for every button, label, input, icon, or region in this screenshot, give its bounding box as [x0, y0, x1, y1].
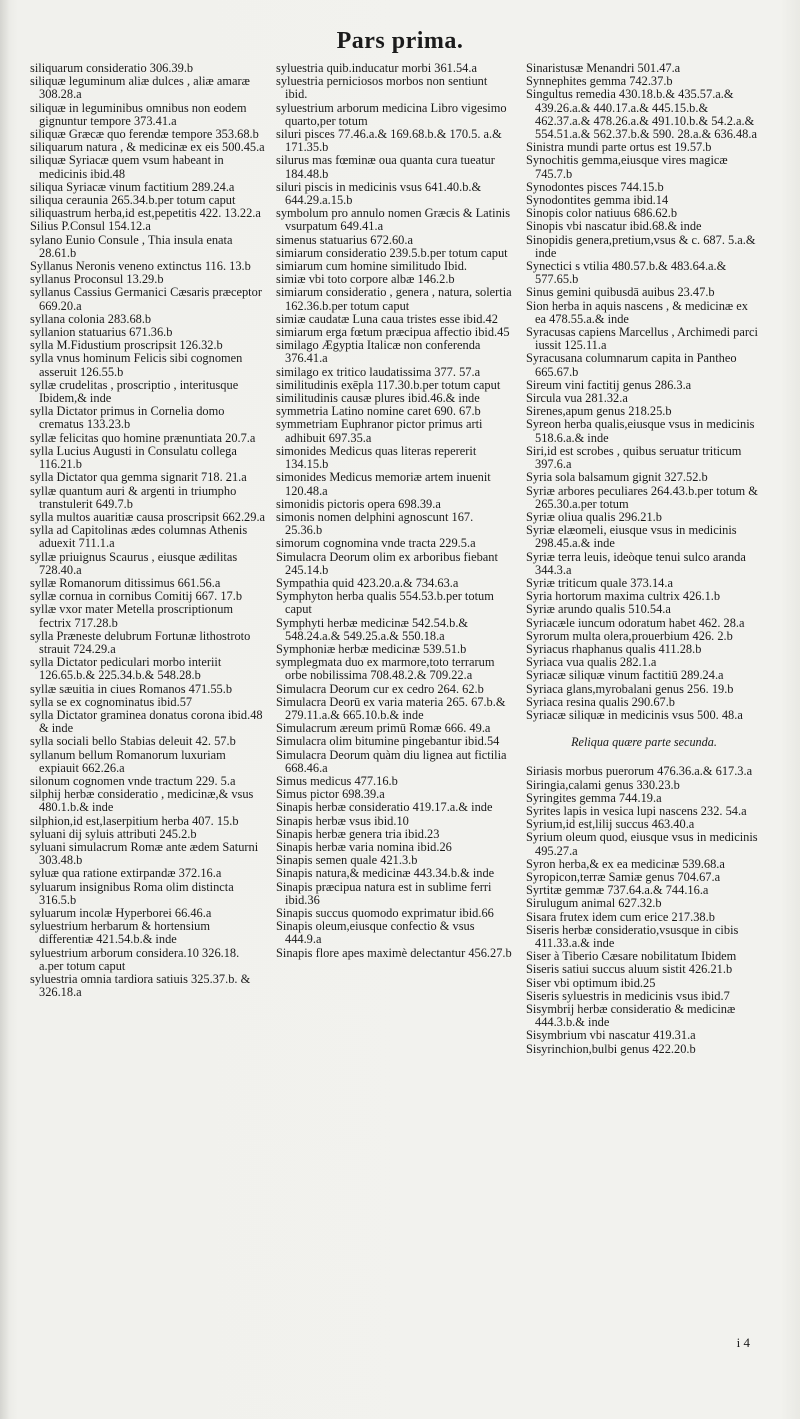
index-entry: Sinapis oleum,eiusque confectio & vsus 444.9.a: [276, 919, 475, 947]
index-entry: Simulacra Deorum cur ex cedro 264. 62.b: [276, 681, 484, 696]
index-entry: simonides Medicus quas literas repererit 134.15.b: [276, 443, 477, 472]
index-entry: simonides Medicus memoriæ artem inuenit 120.48.a: [276, 470, 491, 498]
index-entry: Sircula vua 281.32.a: [526, 391, 628, 406]
index-entry: Siriasis morbus puerorum 476.36.a.& 617.3.a: [526, 764, 753, 779]
index-entry: sylla M.Fidustium proscripsit 126.32.b: [30, 338, 223, 353]
index-entry: sylla sociali bello Stabias deleuit 42. 57.b: [30, 734, 236, 749]
index-column-1: [30, 62, 266, 1382]
index-entry: Sisara frutex idem cum erice 217.38.b: [526, 909, 715, 924]
index-entry: Sinapis flore apes maximè delectantur 456.27.b: [276, 945, 512, 960]
index-entry: syllæ sæuitia in ciues Romanos 471.55.b: [30, 681, 233, 696]
index-entry: simonidis pictoris opera 698.39.a: [276, 496, 441, 511]
index-entry: Sympathia quid 423.20.a.& 734.63.a: [276, 575, 459, 590]
index-entry: symmetria Latino nomine caret 690. 67.b: [276, 404, 481, 419]
index-entry: Sinistra mundi parte ortus est 19.57.b: [526, 140, 712, 155]
index-entry: Symphyti herbæ medicinæ 542.54.b.& 548.24.a.& 549.25.a.& 550.18.a: [276, 615, 469, 643]
index-entry: Sinapis herbæ varia nomina ibid.26: [276, 839, 452, 854]
index-entry: sylla Dictator gramineа donatus corona ibid.48 & inde: [30, 707, 263, 736]
index-entry: Syrtitæ gemmæ 737.64.a.& 744.16.a: [526, 883, 709, 898]
index-entry: siliquarum consideratio 306.39.b: [30, 62, 194, 75]
index-entry: silurus mas fœminæ oua quanta cura tueatur 184.48.b: [276, 153, 495, 181]
index-entry: Sinus gemini quibusdā auibus 23.47.b: [526, 285, 715, 300]
index-entry: Syriæ oliua qualis 296.21.b: [526, 509, 662, 524]
index-entry: simorum cognomina vnde tracta 229.5.a: [276, 536, 476, 551]
index-entry: sylano Eunio Consule , Thia insula enata 28.61.b: [30, 232, 233, 260]
index-entry: siliquæ leguminum aliæ dulces , aliæ amaræ 308.28.a: [30, 74, 250, 102]
index-entry: siliquastrum herba,id est,pepetitis 422. 13.22.a: [30, 206, 261, 221]
index-entry: syllana colonia 283.68.b: [30, 311, 152, 326]
index-entry: siliquæ Græcæ quo ferendæ tempore 353.68.b: [30, 127, 259, 142]
index-entry: sylla Lucius Augusti in Consulatu collega 116.21.b: [30, 443, 237, 472]
index-entry: sylla ad Capitolinas ædes columnas Athenis aduexit 711.1.a: [30, 523, 248, 551]
index-entry: Syriæ triticum quale 373.14.a: [526, 575, 673, 590]
index-entry: Syriæ elæomeli, eiusque vsus in medicinis 298.45.a.& inde: [526, 523, 737, 551]
index-entry: Sinopidis genera,pretium,vsus & c. 687. 5.a.& inde: [526, 232, 756, 260]
index-entry: Syriæ terra leuis, ideòque tenui sulco aranda 344.3.a: [526, 549, 746, 577]
index-entry: silonum cognomen vnde tractum 229. 5.a: [30, 773, 236, 788]
index-entry: Syringites gemma 744.19.a: [526, 790, 662, 805]
index-entry: siliquarum natura , & medicinæ ex eis 500.45.a: [30, 140, 265, 155]
index-entry: similitudinis causæ plures ibid.46.& inde: [276, 391, 480, 406]
index-entry: Syriacus rhaphanus qualis 411.28.b: [526, 641, 702, 656]
index-entry: Syllanus Neronis veneno extinctus 116. 13.b: [30, 259, 251, 274]
index-entry: Synectici s vtilia 480.57.b.& 483.64.a.& 577.65.b: [526, 259, 727, 287]
index-entry: Siseris satiui succus aluum sistit 426.21.b: [526, 962, 733, 977]
index-entry: siliqua Syriacæ vinum factitium 289.24.a: [30, 179, 235, 194]
index-entry: Syreon herba qualis,eiusque vsus in medicinis 518.6.a.& inde: [526, 417, 755, 445]
index-entry: Syropicon,terræ Samiæ genus 704.67.a: [526, 869, 721, 884]
index-entry: siluri pisces 77.46.a.& 169.68.b.& 170.5. a.& 171.35.b: [276, 127, 502, 155]
index-entry: syllæ crudelitas , proscriptio , interitusque Ibidem,& inde: [30, 377, 239, 406]
index-entry: siluri piscis in medicinis vsus 641.40.b.& 644.29.a.15.b: [276, 179, 482, 208]
index-entry: symbolum pro annulo nomen Græcis & Latinis vsurpatum 649.41.a: [276, 206, 511, 234]
index-entry: sylla se ex cognominatus ibid.57: [30, 694, 193, 709]
index-entry: Syria sola balsamum gignit 327.52.b: [526, 470, 708, 485]
index-entry: Simulacra Deorum quàm diu lignea aut fictilia 668.46.a: [276, 747, 507, 775]
index-entry: siliquæ Syriacæ quem vsum habeant in medicinis ibid.48: [30, 153, 224, 181]
index-entry: syluestria quib.inducatur morbi 361.54.a: [276, 62, 477, 75]
index-entry: Simulacra olim bitumine pingebantur ibid.54: [276, 734, 500, 749]
index-entry: Syriacæ siliquæ in medicinis vsus 500. 48.a: [526, 707, 743, 722]
index-entry: Simulacra Deorū ex varia materia 265. 67.b.& 279.11.a.& 665.10.b.& inde: [276, 694, 506, 722]
index-entry: Syrium,id est,lilij succus 463.40.a: [526, 817, 695, 832]
index-entry: Sinopis color natiuus 686.62.b: [526, 206, 678, 221]
index-entry: Sion herba in aquis nascens , & medicinæ ex ea 478.55.a.& inde: [526, 298, 748, 326]
index-entry: Sinapis succus quomodo exprimatur ibid.66: [276, 906, 494, 920]
index-entry: Syriaca glans,myrobalani genus 256. 19.b: [526, 681, 734, 696]
index-entry: simiarum erga fœtum præcipua affectio ibid.45: [276, 325, 510, 340]
index-entry: Sinapis herbæ consideratio 419.17.a.& inde: [276, 800, 493, 815]
index-entry: silphion,id est,laserpitium herba 407. 15.b: [30, 813, 239, 828]
index-entry: siliqua ceraunia 265.34.b.per totum caput: [30, 193, 236, 208]
index-entry: syluani simulacrum Romæ ante ædem Saturni 303.48.b: [30, 839, 259, 868]
index-entry: simiarum cum homine similitudo Ibid.: [276, 259, 468, 274]
index-column-2: [276, 62, 512, 1382]
gutter-shadow: [0, 0, 10, 1419]
index-entry: sylla Dictator pediculari morbo interiit 126.65.b.& 225.34.b.& 548.28.b: [30, 655, 222, 683]
index-entry: syllæ quantum auri & argenti in triumpho transtulerit 649.7.b: [30, 483, 237, 511]
index-entry: syluarum insignibus Roma olim distincta 316.5.b: [30, 879, 234, 907]
index-entry: symmetriam Euphranor pictor primus arti adhibuit 697.35.a: [276, 417, 483, 445]
index-entry: symplegmata duo ex marmore,toto terrarum orbe nobilissima 708.48.2.& 709.22.a: [276, 655, 495, 683]
index-entry: Sinapis herbæ genera tria ibid.23: [276, 826, 440, 841]
index-entry: Sinapis natura,& medicinæ 443.34.b.& inde: [276, 866, 495, 881]
index-entry: syllæ felicitas quo homine prænuntiata 20.7.a: [30, 430, 256, 445]
signature-mark: i 4: [736, 1335, 750, 1350]
index-column-3-part-2: [526, 765, 762, 1055]
index-entry: simiarum consideratio , genera , natura, solertia 162.36.b.per totum caput: [276, 285, 512, 313]
index-entry: Syracusana columnarum capita in Pantheo 665.67.b: [526, 351, 737, 379]
index-entry: Syrorum multa olera,prouerbium 426. 2.b: [526, 628, 733, 643]
index-entry: Sirenes,apum genus 218.25.b: [526, 404, 672, 419]
index-entry: Sireum vini factitij genus 286.3.a: [526, 377, 692, 392]
index-entry: Symphyton herba qualis 554.53.b.per totum caput: [276, 589, 494, 617]
index-column-3-part-1: [526, 62, 762, 722]
index-entry: syluarum incolæ Hyperborei 66.46.a: [30, 906, 212, 920]
index-entry: sylla Dictator qua gemma signarit 718. 21.a: [30, 470, 247, 485]
index-entry: syllanum bellum Romanorum luxuriam expiauit 662.26.a: [30, 747, 226, 775]
index-entry: Simus medicus 477.16.b: [276, 773, 398, 788]
index-entry: Siseris syluestris in medicinis vsus ibid.7: [526, 988, 730, 1003]
index-entry: Sinapis semen quale 421.3.b: [276, 853, 418, 868]
index-entry: Singultus remedia 430.18.b.& 435.57.a.& 439.26.a.& 440.17.a.& 445.15.b.& 462.37.a.& 478.26.a.& 491.10.b.& 54.2.a.& 554.51.a.& 562.37.b.& 590. 28.a.& 636.48.a: [526, 87, 757, 142]
index-entry: Siringia,calami genus 330.23.b: [526, 777, 680, 792]
index-entry: Synodontes pisces 744.15.b: [526, 179, 664, 194]
index-entry: Syriaca vua qualis 282.1.a: [526, 655, 657, 670]
index-entry: syllæ Romanorum ditissimus 661.56.a: [30, 575, 221, 590]
index-entry: syllanus Cassius Germanici Cæsaris præceptor 669.20.a: [30, 285, 262, 313]
index-entry: Sisymbrij herbæ consideratio & medicinæ 444.3.b.& inde: [526, 1002, 736, 1030]
index-entry: Sinopis vbi nascatur ibid.68.& inde: [526, 219, 702, 234]
index-entry: silphij herbæ consideratio , medicinæ,& vsus 480.1.b.& inde: [30, 787, 254, 815]
index-entry: Syria hortorum maxima cultrix 426.1.b: [526, 589, 721, 604]
index-entry: simonis nomen delphini agnoscunt 167. 25.36.b: [276, 509, 474, 538]
index-entry: Synochitis gemma,eiusque vires magicæ 745.7.b: [526, 153, 728, 181]
index-entry: syllæ vxor mater Metella proscriptionum fectrix 717.28.b: [30, 602, 234, 630]
index-entry: sylla vnus hominum Felicis sibi cognomen asseruit 126.55.b: [30, 351, 243, 379]
index-entry: syluestrium arborum medicina Libro vigesimo quarto,per totum: [276, 100, 507, 128]
index-entry: syllæ cornua in cornibus Comitij 667. 17.b: [30, 589, 243, 604]
index-entry: Syriæ arundo qualis 510.54.a: [526, 602, 671, 617]
index-entry: similitudinis exēpla 117.30.b.per totum caput: [276, 377, 501, 392]
index-entry: Sisyrinchion,bulbi genus 422.20.b: [526, 1041, 696, 1056]
index-entry: syllanion statuarius 671.36.b: [30, 325, 173, 340]
index-entry: Synodontites gemma ibid.14: [526, 193, 669, 208]
index-entry: sylla Dictator primus in Cornelia domo crematus 133.23.b: [30, 404, 225, 432]
index-entry: Siser à Tiberio Cæsare nobilitatum Ibidem: [526, 949, 737, 964]
index-entry: simiarum consideratio 239.5.b.per totum caput: [276, 245, 508, 260]
index-entry: syluæ qua ratione extirpandæ 372.16.a: [30, 866, 222, 881]
index-column-3: [526, 62, 762, 1382]
index-entry: similago ex tritico laudatissima 377. 57.a: [276, 364, 481, 379]
index-entry: Syriacæ siliquæ vinum factitiū 289.24.a: [526, 668, 724, 683]
index-entry: syluestria omnia tardiora satiuis 325.37.b. & 326.18.a: [30, 972, 251, 1000]
index-entry: sylla multos auaritiæ causa proscripsit 662.29.a: [30, 509, 266, 524]
cross-reference-note: Reliqua quære parte secunda.: [571, 735, 717, 750]
index-entry: Sinapis præcipua natura est in sublime ferri ibid.36: [276, 879, 492, 907]
index-entry: Siri,id est scrobes , quibus seruatur triticum 397.6.a: [526, 443, 742, 472]
index-entry: Syracusas capiens Marcellus , Archimedi parci iussit 125.11.a: [526, 325, 758, 353]
index-entry: similago Ægyptia Italicæ non conferenda 376.41.a: [276, 338, 481, 366]
index-entry: siliquæ in leguminibus omnibus non eodem gignuntur tempore 373.41.a: [30, 100, 247, 128]
index-entry: sylla Præneste delubrum Fortunæ lithostroto strauit 724.29.a: [30, 628, 251, 656]
index-entry: Sirulugum animal 627.32.b: [526, 896, 662, 911]
index-entry: Symphoniæ herbæ medicinæ 539.51.b: [276, 641, 467, 656]
index-entry: Siser vbi optimum ibid.25: [526, 975, 656, 990]
index-entry: syluestria perniciosos morbos non sentiunt ibid.: [276, 74, 488, 102]
index-entry: syllæ priuignus Scaurus , eiusque ædilitas 728.40.a: [30, 549, 238, 577]
page-header: Pars prima.: [336, 28, 464, 54]
index-entry: Siseris herbæ consideratio,vsusque in cibis 411.33.a.& inde: [526, 922, 739, 950]
index-entry: Syriaca resina qualis 290.67.b: [526, 694, 675, 709]
index-entry: Syrites lapis in vesica lupi nascens 232. 54.a: [526, 803, 747, 818]
index-entry: Sinapis herbæ vsus ibid.10: [276, 813, 409, 828]
index-entry: Syrium oleum quod, eiusque vsus in medicinis 495.27.a: [526, 830, 758, 858]
index-entry: Simulacra Deorum olim ex arboribus fiebant 245.14.b: [276, 549, 498, 577]
index-entry: Syriæ arbores peculiares 264.43.b.per totum & 265.30.a.per totum: [526, 483, 758, 511]
index-entry: Silius P.Consul 154.12.a: [30, 219, 151, 234]
index-entry: syluestrium arborum considera.10 326.18. a.per totum caput: [30, 945, 240, 973]
index-entry: Simulacrum æreum primū Romæ 666. 49.a: [276, 721, 491, 736]
index-entry: syllanus Proconsul 13.29.b: [30, 272, 164, 287]
index-entry: Sinaristusæ Menandri 501.47.a: [526, 62, 681, 75]
index-entry: Synnephites gemma 742.37.b: [526, 74, 673, 89]
index-entry: simenus statuarius 672.60.a: [276, 232, 413, 247]
index-entry: Simus pictor 698.39.a: [276, 787, 385, 802]
index-entry: simiæ vbi toto corpore albæ 146.2.b: [276, 272, 455, 287]
index-entry: syluani dij syluis attributi 245.2.b: [30, 826, 197, 841]
index-entry: Syron herba,& ex ea medicinæ 539.68.a: [526, 856, 725, 871]
index-entry: syluestrium herbarum & hortensium differentiæ 421.54.b.& inde: [30, 919, 210, 947]
index-entry: Syriacæle iuncum odoratum habet 462. 28.a: [526, 615, 745, 630]
index-entry: simiæ caudatæ Luna caua tristes esse ibid.42: [276, 311, 498, 326]
index-entry: Sisymbrium vbi nascatur 419.31.a: [526, 1028, 696, 1043]
